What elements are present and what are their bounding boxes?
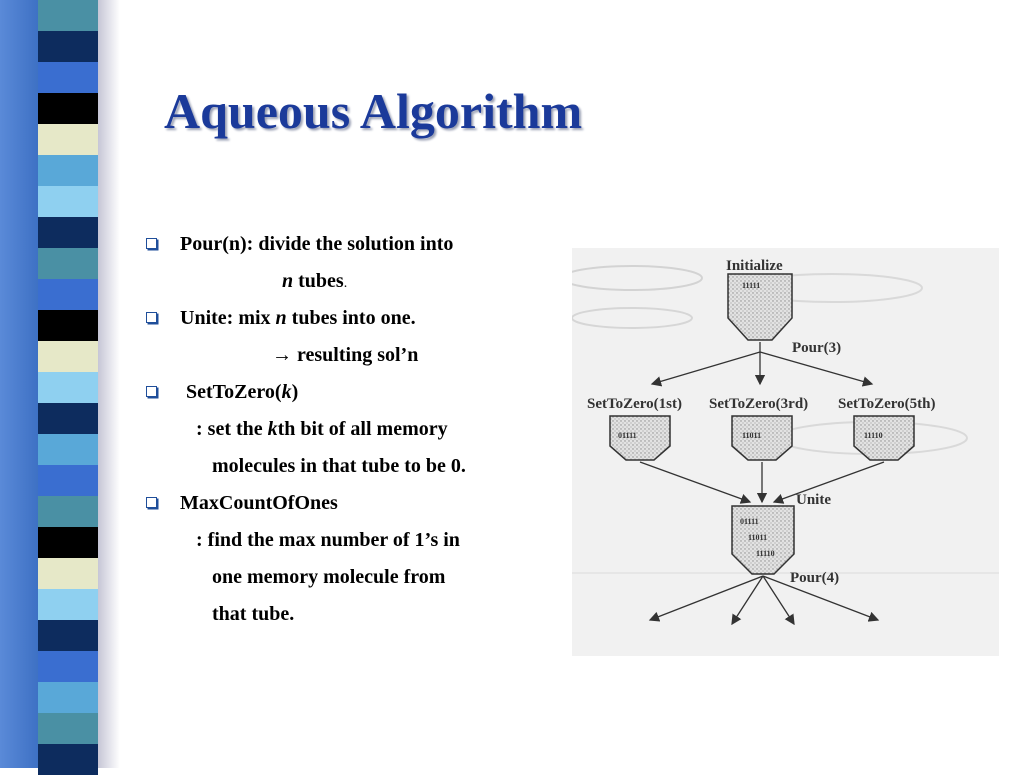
- label-unite: Unite: [796, 492, 831, 508]
- arrows-unite: [640, 462, 884, 502]
- stripe-block: [38, 248, 98, 279]
- stripe-block: [38, 341, 98, 372]
- bits-set-1st: 01111: [618, 431, 637, 440]
- bits-initialize: 11111: [742, 281, 761, 290]
- bullet-settozero-desc-1: : set the kth bit of all memory: [196, 418, 448, 440]
- stripe-block: [38, 682, 98, 713]
- tube-initialize: [726, 258, 792, 340]
- bits-unite-1: 01111: [740, 517, 759, 526]
- label-pour4: Pour(4): [790, 570, 840, 586]
- stripe-block: [38, 558, 98, 589]
- stripe-block: [38, 0, 98, 31]
- stripe-block: [38, 186, 98, 217]
- stripe-block: [38, 62, 98, 93]
- bits-set-5th: 11110: [864, 431, 883, 440]
- stripe-block: [38, 620, 98, 651]
- stripe-block: [38, 403, 98, 434]
- italic-n: n: [282, 270, 294, 292]
- stripe-block: [38, 217, 98, 248]
- bullet-maxcount-desc-3: that tube.: [212, 603, 295, 625]
- bullet-maxcount: MaxCountOfOnes: [180, 492, 338, 514]
- stripe-block: [38, 310, 98, 341]
- stripe-block: [38, 279, 98, 310]
- bullet-unite: Unite: mix n tubes into one.: [180, 307, 416, 329]
- stripe-block: [38, 434, 98, 465]
- bits-unite-2: 11011: [748, 533, 768, 542]
- bullet-maxcount-desc-1: : find the max number of 1’s in: [196, 529, 460, 551]
- slide-title: Aqueous Algorithm: [164, 83, 583, 139]
- stripe-left-band: [0, 0, 38, 768]
- stripe-block: [38, 527, 98, 558]
- bullet-square-icon: [146, 497, 157, 508]
- stripe-block: [38, 372, 98, 403]
- stripe-block: [38, 589, 98, 620]
- stripe-block: [38, 124, 98, 155]
- stripe-block: [38, 496, 98, 527]
- algorithm-figure: [572, 248, 999, 656]
- stripe-block: [38, 744, 98, 775]
- bullet-pour: Pour(n): divide the solution into: [180, 233, 454, 255]
- label-set-3rd: SetToZero(3rd): [709, 396, 809, 412]
- bullet-settozero-desc-2: molecules in that tube to be 0.: [212, 455, 466, 477]
- decorative-stripe: [0, 0, 120, 768]
- bullet-square-icon: [146, 238, 157, 249]
- label-pour3: Pour(3): [792, 340, 842, 356]
- bullet-pour-continuation: n tubes.: [282, 270, 348, 292]
- bullet-unite-result: → resulting sol’n: [272, 344, 419, 366]
- label-set-5th: SetToZero(5th): [838, 396, 936, 412]
- algorithm-diagram: [572, 248, 999, 656]
- bullet-maxcount-desc-2: one memory molecule from: [212, 566, 446, 588]
- stripe-block: [38, 651, 98, 682]
- stripe-block: [38, 713, 98, 744]
- stripe-block: [38, 31, 98, 62]
- label-initialize: Initialize: [726, 258, 783, 274]
- stripe-block: [38, 465, 98, 496]
- label-set-1st: SetToZero(1st): [587, 396, 682, 412]
- bullet-settozero: SetToZero(k): [186, 381, 299, 403]
- bullet-square-icon: [146, 312, 157, 323]
- stripe-right-shadow: [98, 0, 120, 768]
- bullet-square-icon: [146, 386, 157, 397]
- bits-unite-3: 11110: [756, 549, 775, 558]
- bits-set-3rd: 11011: [742, 431, 762, 440]
- tube-settozero-1st: [587, 396, 682, 460]
- arrows-pour4: [650, 576, 878, 624]
- tube-unite: [732, 506, 794, 574]
- stripe-block: [38, 93, 98, 124]
- stripe-block: [38, 155, 98, 186]
- tube-settozero-5th: [838, 396, 936, 460]
